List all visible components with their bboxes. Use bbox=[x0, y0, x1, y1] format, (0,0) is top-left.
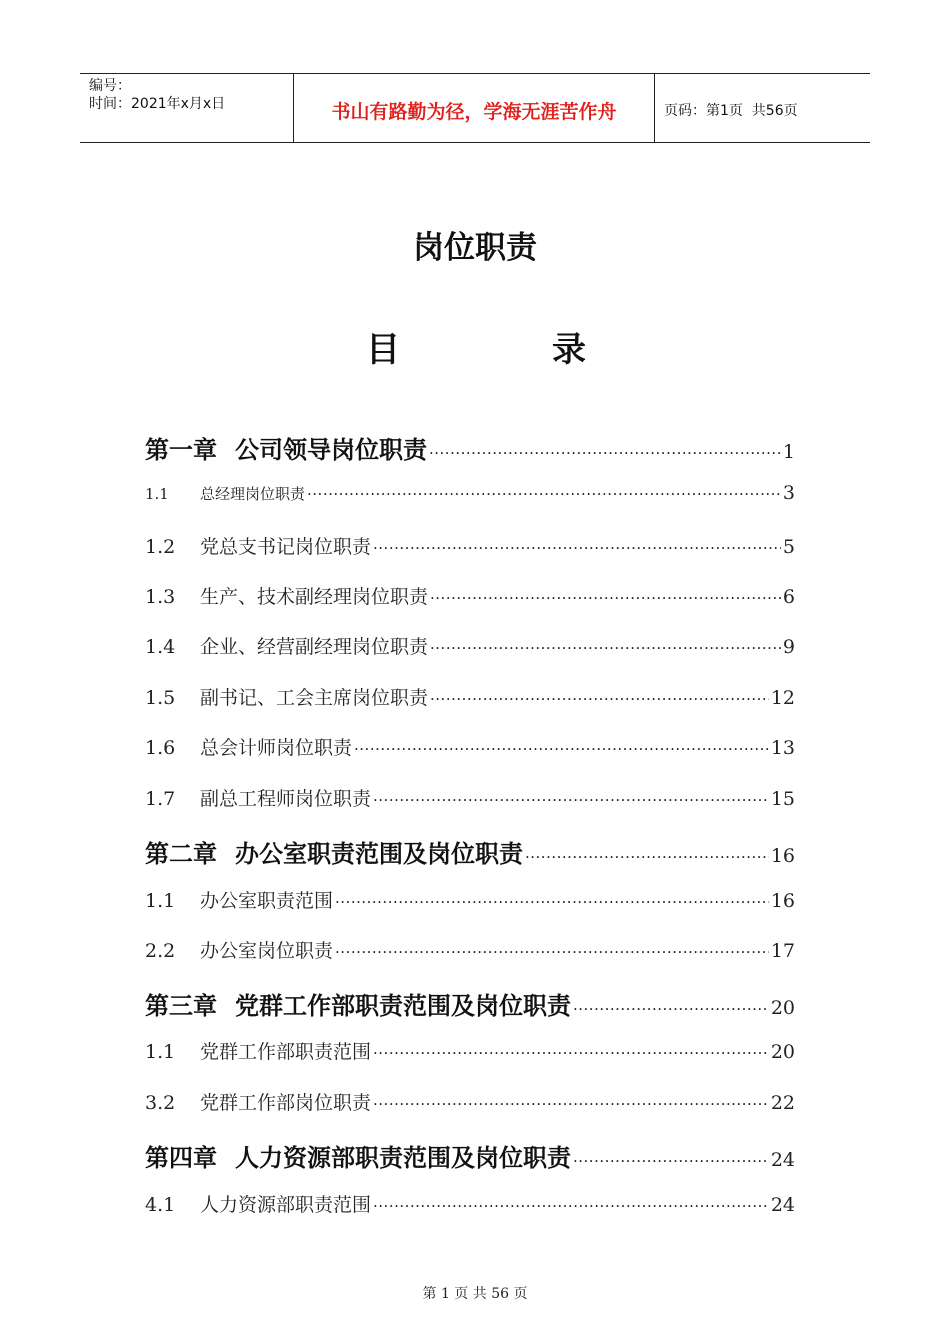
toc-leader-dots bbox=[373, 791, 769, 809]
toc-leader-dots bbox=[525, 848, 769, 866]
toc-entry-number: 1.1 bbox=[145, 1041, 176, 1063]
toc-entry-number: 第二章 bbox=[145, 840, 217, 868]
toc-entry-label: 党群工作部岗位职责 bbox=[200, 1092, 372, 1114]
toc-section-row[interactable] bbox=[145, 1190, 795, 1224]
header-meta bbox=[80, 74, 294, 142]
toc-leader-dots bbox=[573, 1000, 769, 1018]
toc-chapter-row[interactable] bbox=[145, 834, 795, 868]
toc-entry-page: 9 bbox=[782, 636, 795, 658]
toc-section-row[interactable] bbox=[145, 482, 795, 516]
toc-leader-dots bbox=[429, 444, 781, 462]
toc-entry-page: 22 bbox=[770, 1092, 795, 1114]
toc-entry-label: 副书记、工会主席岗位职责 bbox=[200, 687, 429, 709]
toc-entry-number: 1.6 bbox=[145, 737, 176, 759]
toc-entry-page: 16 bbox=[770, 845, 795, 867]
toc-entry-number: 1.3 bbox=[145, 586, 176, 608]
toc-entry-page: 6 bbox=[782, 586, 795, 608]
toc-section-row[interactable] bbox=[145, 784, 795, 818]
document-date: 时间：2021年x月x日 bbox=[89, 96, 226, 112]
toc-entry-label: 生产、技术副经理岗位职责 bbox=[200, 586, 429, 608]
toc-entry-number: 1.5 bbox=[145, 687, 176, 709]
toc-leader-dots bbox=[430, 589, 781, 607]
toc-entry-label: 公司领导岗位职责 bbox=[235, 436, 427, 464]
toc-entry-label: 总经理岗位职责 bbox=[200, 485, 306, 503]
toc-section-row[interactable] bbox=[145, 1037, 795, 1071]
toc-entry-page: 24 bbox=[770, 1194, 795, 1216]
toc-leader-dots bbox=[430, 639, 781, 657]
toc-leader-dots bbox=[354, 740, 769, 758]
toc-entry-label: 党总支书记岗位职责 bbox=[200, 536, 372, 558]
toc-entry-number: 1.1 bbox=[145, 890, 176, 912]
toc-chapter-row[interactable] bbox=[145, 430, 795, 464]
toc-entry-page: 13 bbox=[770, 737, 795, 759]
toc-entry-label: 人力资源部职责范围及岗位职责 bbox=[235, 1144, 571, 1172]
toc-section-row[interactable] bbox=[145, 886, 795, 920]
toc-entry-page: 5 bbox=[782, 536, 795, 558]
toc-entry-page: 20 bbox=[770, 1041, 795, 1063]
toc-entry-page: 3 bbox=[782, 482, 795, 504]
toc-entry-page: 17 bbox=[770, 940, 795, 962]
toc-leader-dots bbox=[430, 690, 769, 708]
toc-entry-number: 3.2 bbox=[145, 1092, 176, 1114]
header-page-cell bbox=[655, 74, 870, 142]
toc-title-left: 目 bbox=[366, 330, 400, 370]
toc-entry-label: 企业、经营副经理岗位职责 bbox=[200, 636, 429, 658]
toc-entry-number: 1.4 bbox=[145, 636, 176, 658]
toc-leader-dots bbox=[307, 485, 781, 503]
toc-entry-number: 1.1 bbox=[145, 485, 169, 503]
toc-entry-page: 1 bbox=[782, 441, 795, 463]
toc-entry-label: 党群工作部职责范围 bbox=[200, 1041, 372, 1063]
toc-leader-dots bbox=[373, 1044, 769, 1062]
toc-section-row[interactable] bbox=[145, 582, 795, 616]
toc-section-row[interactable] bbox=[145, 936, 795, 970]
toc-entry-page: 16 bbox=[770, 890, 795, 912]
document-number-label: 编号： bbox=[89, 78, 131, 94]
toc-leader-dots bbox=[373, 539, 781, 557]
toc-section-row[interactable] bbox=[145, 532, 795, 566]
toc-entry-label: 办公室岗位职责 bbox=[200, 940, 334, 962]
toc-entry-page: 20 bbox=[770, 997, 795, 1019]
toc-entry-number: 2.2 bbox=[145, 940, 176, 962]
toc-chapter-row[interactable] bbox=[145, 986, 795, 1020]
toc-leader-dots bbox=[373, 1197, 769, 1215]
toc-leader-dots bbox=[335, 943, 769, 961]
toc-entry-label: 副总工程师岗位职责 bbox=[200, 788, 372, 810]
toc-section-row[interactable] bbox=[145, 632, 795, 666]
page-footer: 第 1 页 共 56 页 bbox=[422, 1286, 528, 1302]
toc-entry-label: 办公室职责范围 bbox=[200, 890, 334, 912]
toc-entry-number: 1.2 bbox=[145, 536, 176, 558]
toc-leader-dots bbox=[335, 893, 769, 911]
toc-section-row[interactable] bbox=[145, 733, 795, 767]
toc-entry-page: 12 bbox=[770, 687, 795, 709]
toc-entry-number: 第三章 bbox=[145, 992, 217, 1020]
toc-entry-number: 第一章 bbox=[145, 436, 217, 464]
toc-title-right: 录 bbox=[552, 330, 586, 370]
toc-leader-dots bbox=[373, 1095, 769, 1113]
header-page-info: 页码：第1页 共56页 bbox=[664, 103, 798, 119]
toc-entry-label: 总会计师岗位职责 bbox=[200, 737, 353, 759]
header-motto-cell bbox=[294, 74, 655, 142]
toc-entry-number: 1.7 bbox=[145, 788, 176, 810]
toc-entry-page: 24 bbox=[770, 1149, 795, 1171]
toc-entry-number: 第四章 bbox=[145, 1144, 217, 1172]
header-motto: 书山有路勤为径，学海无涯苦作舟 bbox=[331, 101, 617, 123]
toc-leader-dots bbox=[573, 1152, 769, 1170]
toc-entry-page: 15 bbox=[770, 788, 795, 810]
page-header bbox=[80, 73, 870, 143]
toc-entry-label: 人力资源部职责范围 bbox=[200, 1194, 372, 1216]
toc-entry-label: 办公室职责范围及岗位职责 bbox=[235, 840, 523, 868]
toc-section-row[interactable] bbox=[145, 683, 795, 717]
toc-chapter-row[interactable] bbox=[145, 1138, 795, 1172]
toc-entry-number: 4.1 bbox=[145, 1194, 176, 1216]
document-title: 岗位职责 bbox=[413, 230, 537, 266]
toc-section-row[interactable] bbox=[145, 1088, 795, 1122]
toc-entry-label: 党群工作部职责范围及岗位职责 bbox=[235, 992, 571, 1020]
